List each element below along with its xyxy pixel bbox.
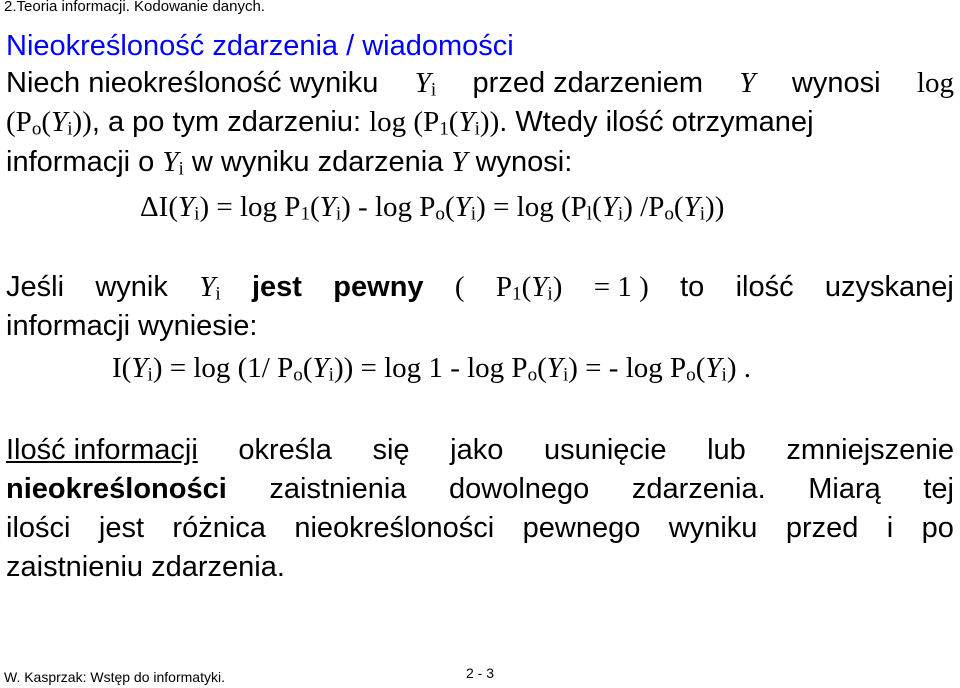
word: zmniejszenie [786, 434, 954, 466]
para2-line1 [6, 271, 954, 305]
paren: ( [454, 271, 465, 303]
para3-line4: zaistnieniu zdarzenia. [6, 551, 285, 583]
word: pewnego [522, 512, 641, 544]
term-underlined: Ilość informacji [6, 434, 198, 466]
text: . Wtedy ilość otrzymanej [499, 106, 814, 138]
text: Niech nieokreśloność wyniku [6, 67, 379, 99]
word: nieokreśloności [294, 512, 495, 544]
var-yi: Yi [199, 271, 221, 305]
var-y: Y [739, 67, 756, 99]
word: wynik [95, 271, 168, 303]
text: przed zdarzeniem [472, 67, 704, 99]
formula-log-p1: log (P1(Yi)) [369, 106, 500, 140]
word: tej [923, 473, 954, 505]
delta-symbol: Δ [140, 191, 159, 223]
word: uzyskanej [824, 271, 954, 303]
word: i [886, 512, 894, 544]
word-bold: pewny [333, 271, 424, 303]
footer-page-number: 2 - 3 [466, 665, 495, 681]
word: Miarą [808, 473, 881, 505]
para1-line2 [6, 106, 814, 140]
para3-line2 [6, 473, 954, 506]
word: przed [785, 512, 859, 544]
footer-author: W. Kasprzak: Wstęp do informatyki. [4, 669, 225, 685]
chapter-header: 2.Teoria informacji. Kodowanie danych. [4, 0, 265, 15]
text: w wyniku zdarzenia [191, 146, 444, 178]
word: usunięcie [543, 434, 667, 466]
text: , a po tym zdarzeniu: [91, 106, 362, 138]
word: różnica [172, 512, 266, 544]
word: wyniku [668, 512, 758, 544]
formula-delta-i: ΔI(Yi) = log P1(Yi) - log Po(Yi) = log (Pl(Yi) /Po(Yi)) [140, 191, 725, 225]
text: informacji o [6, 146, 155, 178]
word: lub [707, 434, 746, 466]
word: zdarzenia. [631, 473, 766, 505]
term-bold: nieokreśloności [6, 473, 227, 505]
formula-i-yi: I(Yi) = log (1/ Po(Yi)) = log 1 - log Po(Yi) = - log Po(Yi) . [112, 352, 752, 386]
var-yi: Yi [162, 146, 184, 180]
word: zaistnienia [269, 473, 407, 505]
word: dowolnego [449, 473, 590, 505]
word: ilości [6, 512, 71, 544]
word: po [921, 512, 954, 544]
formula-po-yi: (Po(Yi)) [6, 106, 92, 140]
var-y: Y [451, 146, 468, 178]
para3-line3 [6, 512, 954, 545]
text: wynosi: [475, 146, 573, 178]
log-word: log [916, 67, 954, 99]
para2-line2: informacji wyniesie: [6, 310, 258, 342]
word: to [680, 271, 705, 303]
word-bold: jest [251, 271, 302, 303]
word: jako [450, 434, 504, 466]
word: określa [238, 434, 332, 466]
word: jest [98, 512, 145, 544]
word: ilość [735, 271, 794, 303]
para1-line1 [6, 67, 954, 101]
equals-one: = 1 ) [593, 271, 649, 303]
text: wynosi [791, 67, 881, 99]
word: Jeśli [6, 271, 65, 303]
para3-line1 [6, 434, 954, 467]
word: się [372, 434, 410, 466]
section-title: Nieokreśloność zdarzenia / wiadomości [6, 30, 514, 62]
var-yi: Yi [414, 67, 437, 101]
formula-p1-yi: P1(Yi) [495, 271, 563, 305]
para1-line3 [6, 146, 572, 180]
